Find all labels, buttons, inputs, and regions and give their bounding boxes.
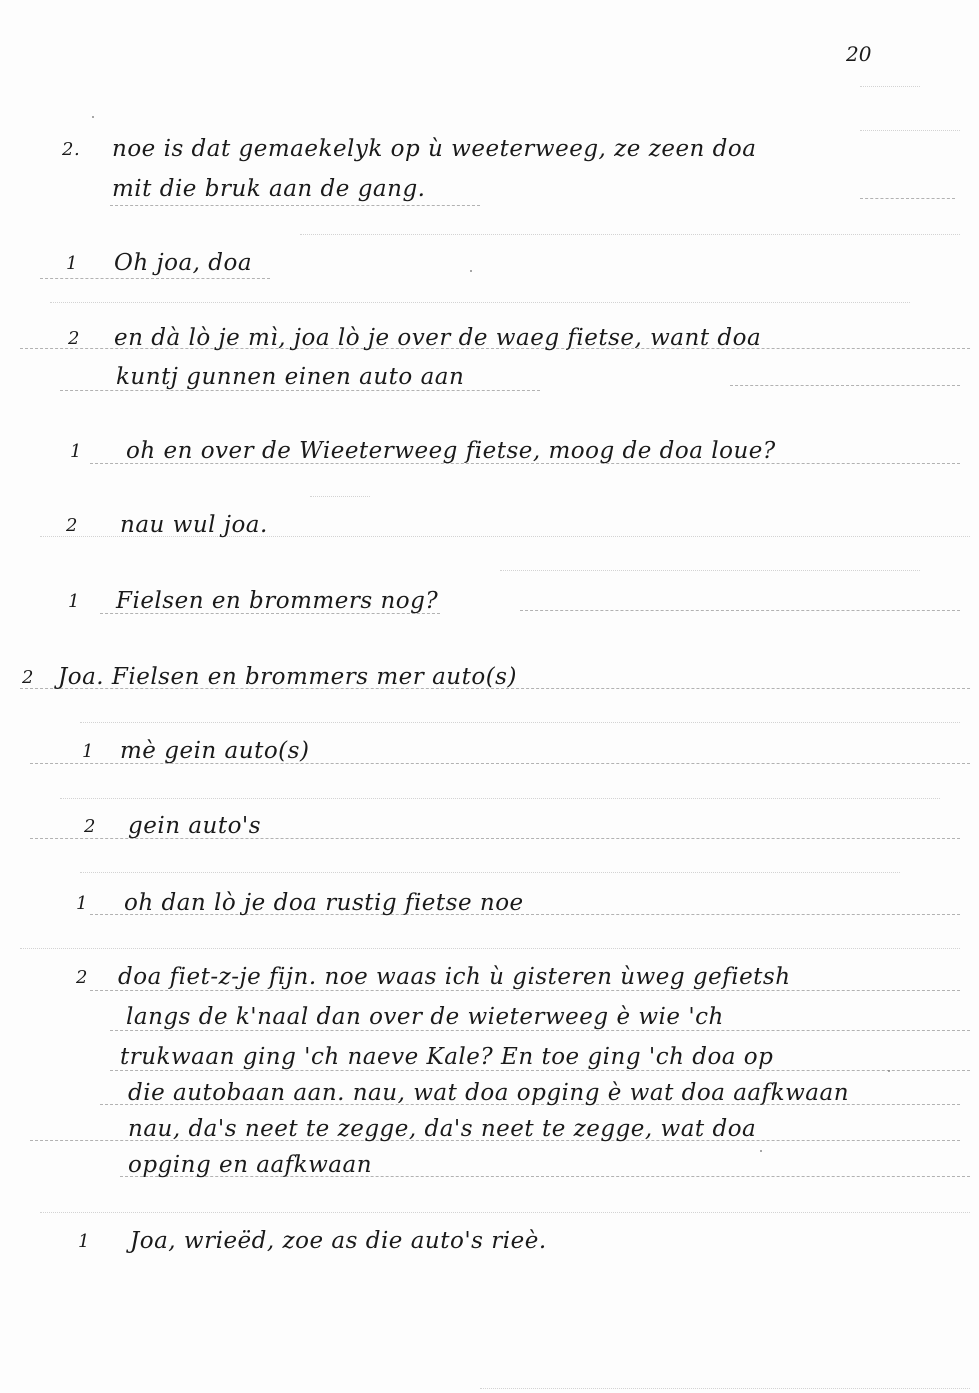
- line-text: die autobaan aan. nau, wat doa opging è wat doa aafkwaan: [128, 1080, 850, 1106]
- ruled-line: [80, 872, 900, 873]
- line-text: langs de k'naal dan over de wieterweeg è wie 'ch: [126, 1004, 724, 1030]
- line-text: oh dan lò je doa rustig fietse noe: [124, 890, 524, 916]
- ruled-line: [110, 205, 480, 206]
- line-text: mè gein auto(s): [120, 738, 310, 764]
- line-text: nau wul joa.: [120, 512, 268, 538]
- ruled-line: [20, 948, 960, 949]
- speaker-number: 1: [68, 591, 80, 612]
- line-text: opging en aafkwaan: [128, 1152, 373, 1178]
- line-text: Oh joa, doa: [114, 250, 253, 276]
- speaker-number: 2: [68, 328, 80, 349]
- page-number: 20: [846, 42, 872, 66]
- line-text: gein auto's: [128, 813, 262, 839]
- ruled-line: [80, 722, 960, 723]
- speaker-number: 1: [76, 893, 88, 914]
- ruled-line: [860, 130, 960, 131]
- ruled-line: [110, 1070, 970, 1071]
- ruled-line: [60, 798, 940, 799]
- line-text: en dà lò je mì, joa lò je over de waeg fietse, want doa: [114, 325, 762, 351]
- line-text: Joa. Fielsen en brommers mer auto(s): [58, 664, 517, 690]
- speaker-number: 2.: [62, 139, 81, 160]
- line-text: Joa, wrieëd, zoe as die auto's rieè.: [130, 1228, 547, 1254]
- speaker-number: 1: [82, 741, 94, 762]
- speaker-number: 2: [22, 667, 34, 688]
- speaker-number: 2: [76, 967, 88, 988]
- speaker-number: 1: [70, 441, 82, 462]
- scan-speck: [470, 270, 472, 272]
- ruled-line: [730, 385, 960, 386]
- scan-speck: [760, 1150, 762, 1152]
- line-text: Fielsen en brommers nog?: [116, 588, 439, 614]
- ruled-line: [480, 1388, 970, 1389]
- ruled-line: [860, 198, 955, 199]
- speaker-number: 1: [78, 1231, 90, 1252]
- speaker-number: 2: [66, 515, 78, 536]
- ruled-line: [40, 1212, 970, 1213]
- line-text: trukwaan ging 'ch naeve Kale? En toe ging 'ch doa op: [120, 1044, 774, 1070]
- ruled-line: [90, 990, 960, 991]
- ruled-line: [310, 496, 370, 497]
- ruled-line: [500, 570, 920, 571]
- ruled-line: [110, 1030, 970, 1031]
- speaker-number: 2: [84, 816, 96, 837]
- scan-speck: [888, 1070, 890, 1072]
- line-text: noe is dat gemaekelyk op ù weeterweeg, ze zeen doa: [112, 136, 757, 162]
- ruled-line: [60, 390, 540, 391]
- line-text: doa fiet-z-je fijn. noe waas ich ù gisteren ùweg gefietsh: [118, 964, 791, 990]
- ruled-line: [300, 234, 960, 235]
- ruled-line: [520, 610, 960, 611]
- scan-speck: [92, 116, 94, 118]
- line-text: mit die bruk aan de gang.: [112, 176, 426, 202]
- line-text: oh en over de Wieeterweeg fietse, moog de doa loue?: [126, 438, 776, 464]
- ruled-line: [40, 278, 270, 279]
- speaker-number: 1: [66, 253, 78, 274]
- line-text: kuntj gunnen einen auto aan: [116, 364, 465, 390]
- ruled-line: [50, 302, 910, 303]
- line-text: nau, da's neet te zegge, da's neet te zegge, wat doa: [128, 1116, 757, 1142]
- ruled-line: [860, 86, 920, 87]
